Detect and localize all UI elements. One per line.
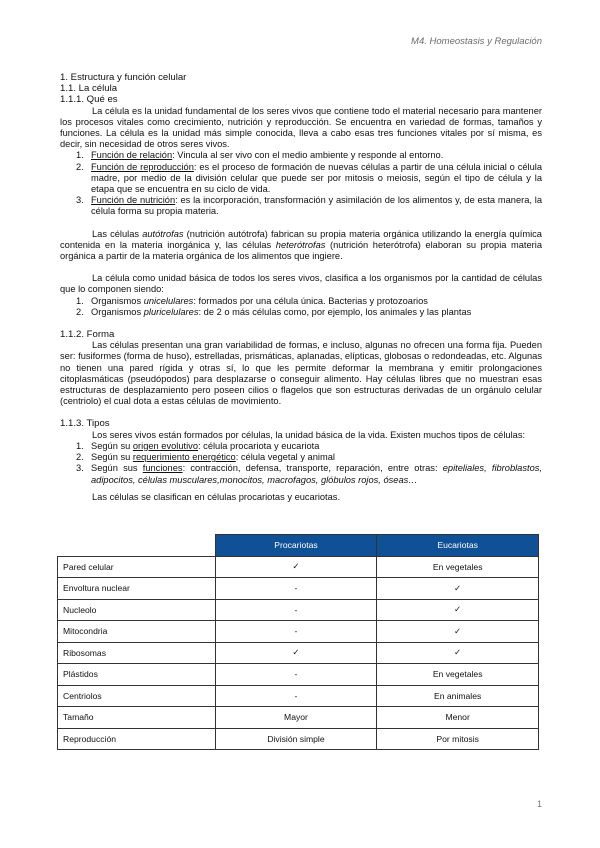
header-procariotas: Procariotas: [215, 535, 377, 557]
term: Función de relación: [91, 150, 173, 161]
heading-tipos: 1.1.3. Tipos: [60, 418, 110, 430]
heading-1-1-1: 1.1.1. Qué es: [60, 94, 118, 106]
list-item: 1. Función de relación: Vincula al ser vivo con el medio ambiente y responde al entorno.: [76, 150, 444, 161]
list-item: 3. Según sus funciones: contracción, defensa, transporte, reparación, entre otras: epiteliales, fibroblastos, adipocitos, células musculares,monocitos, macrofagos, glóbulos rojos, óseas…: [76, 463, 542, 485]
table-row: Reproducción División simple Por mitosis: [58, 728, 539, 750]
cell-comparison-table: [57, 534, 539, 750]
heading-1-1: 1.1. La célula: [60, 83, 118, 95]
page-number: 1: [537, 799, 543, 809]
list-item: 2. Función de reproducción: es el proceso de formación de nuevas células a partir de una célula inicial o célula madre, por medio de la división celular que puede ser por mitosis o meiosis, según el tipo de célula y la etapa que se encuentra en su ciclo de vida.: [76, 161, 542, 195]
tipos-list: [60, 441, 542, 486]
table-row: Tamaño Mayor Menor: [58, 707, 539, 729]
list-item: 1. Organismos unicelulares: formados por una célula única. Bacterias y protozoarios: [76, 295, 428, 306]
table-row: Plástidos - En vegetales: [58, 664, 539, 686]
heading-1: 1. Estructura y función celular: [60, 72, 187, 83]
table-intro: Las células se clasifican en células procariotas y eucariotas.: [92, 491, 341, 502]
table-row: Ribosomas ✓ ✓: [58, 642, 539, 664]
list-item: 2. Según su requerimiento energético: célula vegetal y animal: [76, 452, 335, 463]
heading-forma: 1.1.2. Forma: [60, 329, 115, 341]
nutrition-paragraph: Las células autótrofas (nutrición autótrofa) fabrican su propia materia orgánica utilizando la energía química contenida en la materia inorgánica y, las células heterótrofas (nutrición heterótrofa) elaboran su propia materia orgánica a partir de la materia orgánica de los alimentos que ingiere.: [60, 228, 543, 262]
list-item: 3. Función de nutrición: es la incorporación, transformación y asimilación de los alimentos y, de esta manera, la célula forma su propia materia.: [76, 195, 542, 217]
table-row: Envoltura nuclear - ✓: [58, 578, 539, 600]
header-eucariotas: Eucariotas: [377, 535, 539, 557]
table-header-row: [58, 535, 539, 557]
forma-paragraph: Las células presentan una gran variabilidad de formas, e incluso, algunas no ofrecen una forma fija. Pueden ser: fusiformes (forma de huso), estrelladas, prismáticas, aplanadas, elípticas, globosas o redondeadas, etc. Algunas no tienen una pared rígida y otras sí, lo que les permite deformar la membrana y emitir prolongaciones citoplasmáticas (pseudópodos) para desplazarse o conseguir alimento. Hay células libres que no muestran esas estructuras de desplazamiento pero poseen cilios o flagelos que son estructuras derivadas de un orgánulo celular (centriolo) el cual dota a estas células de movimiento.: [60, 340, 542, 407]
term: Función de nutrición: [91, 195, 176, 206]
table-row: Mitocondria - ✓: [58, 621, 539, 643]
running-header: M4. Homeostasis y Regulación: [411, 36, 542, 47]
list-item: 2. Organismos pluricelulares: de 2 o más células como, por ejemplo, los animales y las plantas: [76, 306, 472, 317]
table-row: Nucleolo - ✓: [58, 599, 539, 621]
table-row: Pared celular ✓ En vegetales: [58, 556, 539, 578]
intro-paragraph: La célula es la unidad fundamental de los seres vivos que contiene todo el material necesario para mantener los procesos vitales como crecimiento, nutrición y reproducción. Se encuentra en variedad de formas, tamaños y funciones. La célula es la unidad más simple conocida, lleva a cabo esas tres funciones vitales por sí misma, es decir, sin necesidad de otros seres vivos.: [60, 105, 542, 150]
organisms-list: [60, 296, 542, 318]
functions-list: [60, 150, 542, 217]
document-body: [60, 72, 542, 503]
list-item: 1. Según su origen evolutivo: célula procariota y eucariota: [76, 440, 320, 451]
header-empty: [58, 535, 216, 557]
classification-paragraph: La célula como unidad básica de todos los seres vivos, clasifica a los organismos por la cantidad de células que lo componen siendo:: [60, 273, 542, 295]
term: Función de reproducción: [91, 161, 194, 172]
table-row: Centriolos - En animales: [58, 685, 539, 707]
tipos-intro: Los seres vivos están formados por células, la unidad básica de la vida. Existen muchos tipos de células:: [92, 429, 526, 440]
